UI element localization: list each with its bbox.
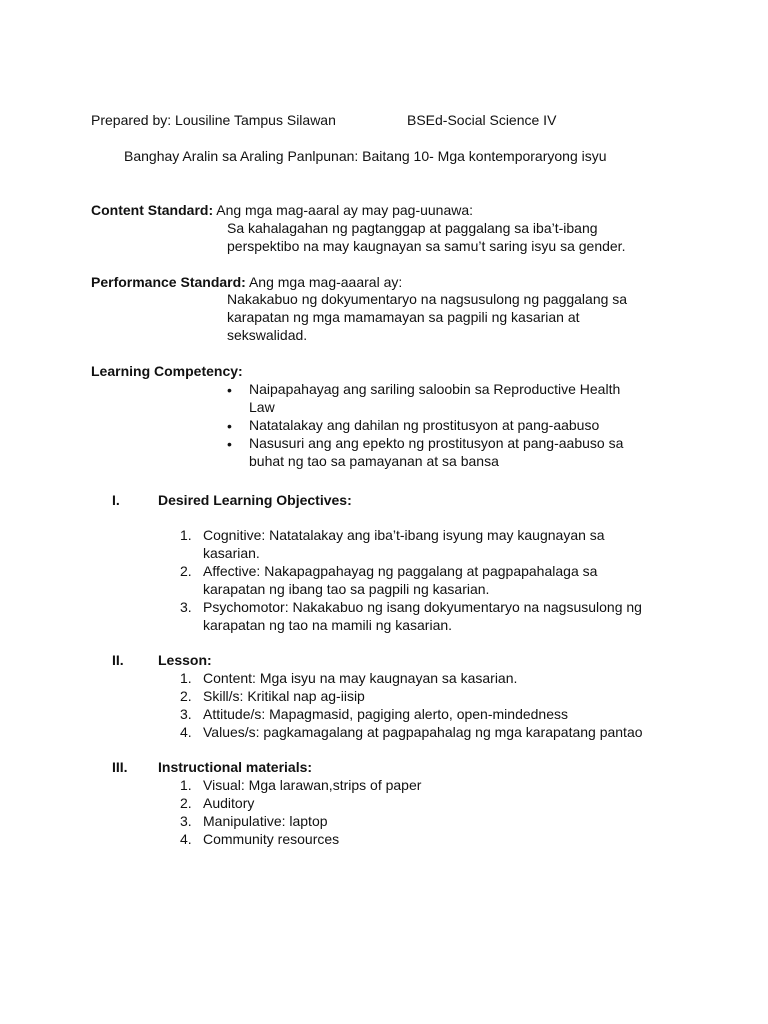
objective-text: kasarian.: [203, 545, 260, 561]
list-number: 2.: [180, 563, 192, 579]
material-item: Visual: Mga larawan,strips of paper: [203, 777, 422, 793]
content-standard-line: Sa kahalagahan ng pagtanggap at paggalang sa iba’t-ibang: [227, 220, 598, 236]
performance-standard-first: Ang mga mag-aaaral ay:: [248, 274, 403, 290]
material-item: Manipulative: laptop: [203, 813, 328, 829]
objective-item: [203, 562, 597, 598]
competency-item: [249, 434, 623, 470]
learning-competency-label: Learning Competency:: [91, 363, 243, 379]
performance-standard-row: [91, 273, 402, 291]
prepared-by: Prepared by: Lousiline Tampus Silawan: [91, 112, 336, 128]
section-title: Lesson:: [158, 652, 212, 668]
lesson-item: Attitude/s: Mapagmasid, pagiging alerto, open-mindedness: [203, 706, 568, 722]
section-numeral: II.: [112, 652, 124, 668]
list-number: 4.: [180, 831, 192, 847]
list-number: 1.: [180, 527, 192, 543]
objective-text: karapatan ng tao na mamili ng kasarian.: [203, 617, 453, 633]
performance-standard-line: Nakakabuo ng dokyumentaryo na nagsusulong ng paggalang sa: [227, 291, 628, 307]
content-standard-label: Content Standard:: [91, 202, 214, 218]
list-number: 3.: [180, 813, 192, 829]
competency-text: Naipapahayag ang sariling saloobin sa Reproductive Health: [249, 381, 621, 397]
bullet-icon: •: [227, 418, 232, 434]
objective-text: Psychomotor: Nakakabuo ng isang dokyumentaryo na nagsusulong ng: [203, 599, 642, 615]
competency-text: Natatalakay ang dahilan ng prostitusyon at pang-aabuso: [249, 417, 600, 433]
objective-item: [203, 598, 642, 634]
competency-item: [249, 380, 620, 416]
list-number: 3.: [180, 706, 192, 722]
section-numeral: III.: [112, 759, 128, 775]
program-label: BSEd-Social Science IV: [407, 112, 557, 128]
section-title: Instructional materials:: [158, 759, 313, 775]
objective-item: [203, 526, 605, 562]
bullet-icon: •: [227, 382, 232, 398]
performance-standard-line: karapatan ng mga mamamayan sa pagpili ng kasarian at: [227, 309, 580, 325]
material-item: Community resources: [203, 831, 340, 847]
performance-standard-label: Performance Standard:: [91, 274, 246, 290]
content-standard-first: Ang mga mag-aaral ay may pag-uunawa:: [216, 202, 474, 218]
competency-item: [249, 416, 599, 434]
list-number: 1.: [180, 670, 192, 686]
content-standard-line: perspektibo na may kaugnayan sa samu’t saring isyu sa gender.: [227, 238, 626, 254]
section-title: Desired Learning Objectives:: [158, 492, 352, 508]
bullet-icon: •: [227, 436, 232, 452]
lesson-plan-subtitle: Banghay Aralin sa Araling Panlpunan: Baitang 10- Mga kontemporaryong isyu: [124, 148, 607, 164]
content-standard-row: [91, 201, 473, 219]
performance-standard-line: sekswalidad.: [227, 327, 308, 343]
lesson-item: Values/s: pagkamagalang at pagpapahalag ng mga karapatang pantao: [203, 724, 643, 740]
lesson-item: Skill/s: Kritikal nap ag-iisip: [203, 688, 365, 704]
list-number: 4.: [180, 724, 192, 740]
competency-text: Law: [249, 399, 275, 415]
content-standard-body: [227, 219, 625, 255]
list-number: 2.: [180, 688, 192, 704]
list-number: 2.: [180, 795, 192, 811]
objective-text: karapatan ng ibang tao sa pagpili ng kasarian.: [203, 581, 490, 597]
objective-text: Affective: Nakapagpahayag ng paggalang at pagpapahalaga sa: [203, 563, 598, 579]
objective-text: Cognitive: Natatalakay ang iba’t-ibang isyung may kaugnayan sa: [203, 527, 605, 543]
section-numeral: I.: [112, 492, 120, 508]
performance-standard-body: [227, 290, 627, 344]
competency-text: buhat ng tao sa pamayanan at sa bansa: [249, 453, 499, 469]
list-number: 3.: [180, 599, 192, 615]
competency-text: Nasusuri ang ang epekto ng prostitusyon at pang-aabuso sa: [249, 435, 624, 451]
material-item: Auditory: [203, 795, 255, 811]
lesson-item: Content: Mga isyu na may kaugnayan sa kasarian.: [203, 670, 518, 686]
list-number: 1.: [180, 777, 192, 793]
